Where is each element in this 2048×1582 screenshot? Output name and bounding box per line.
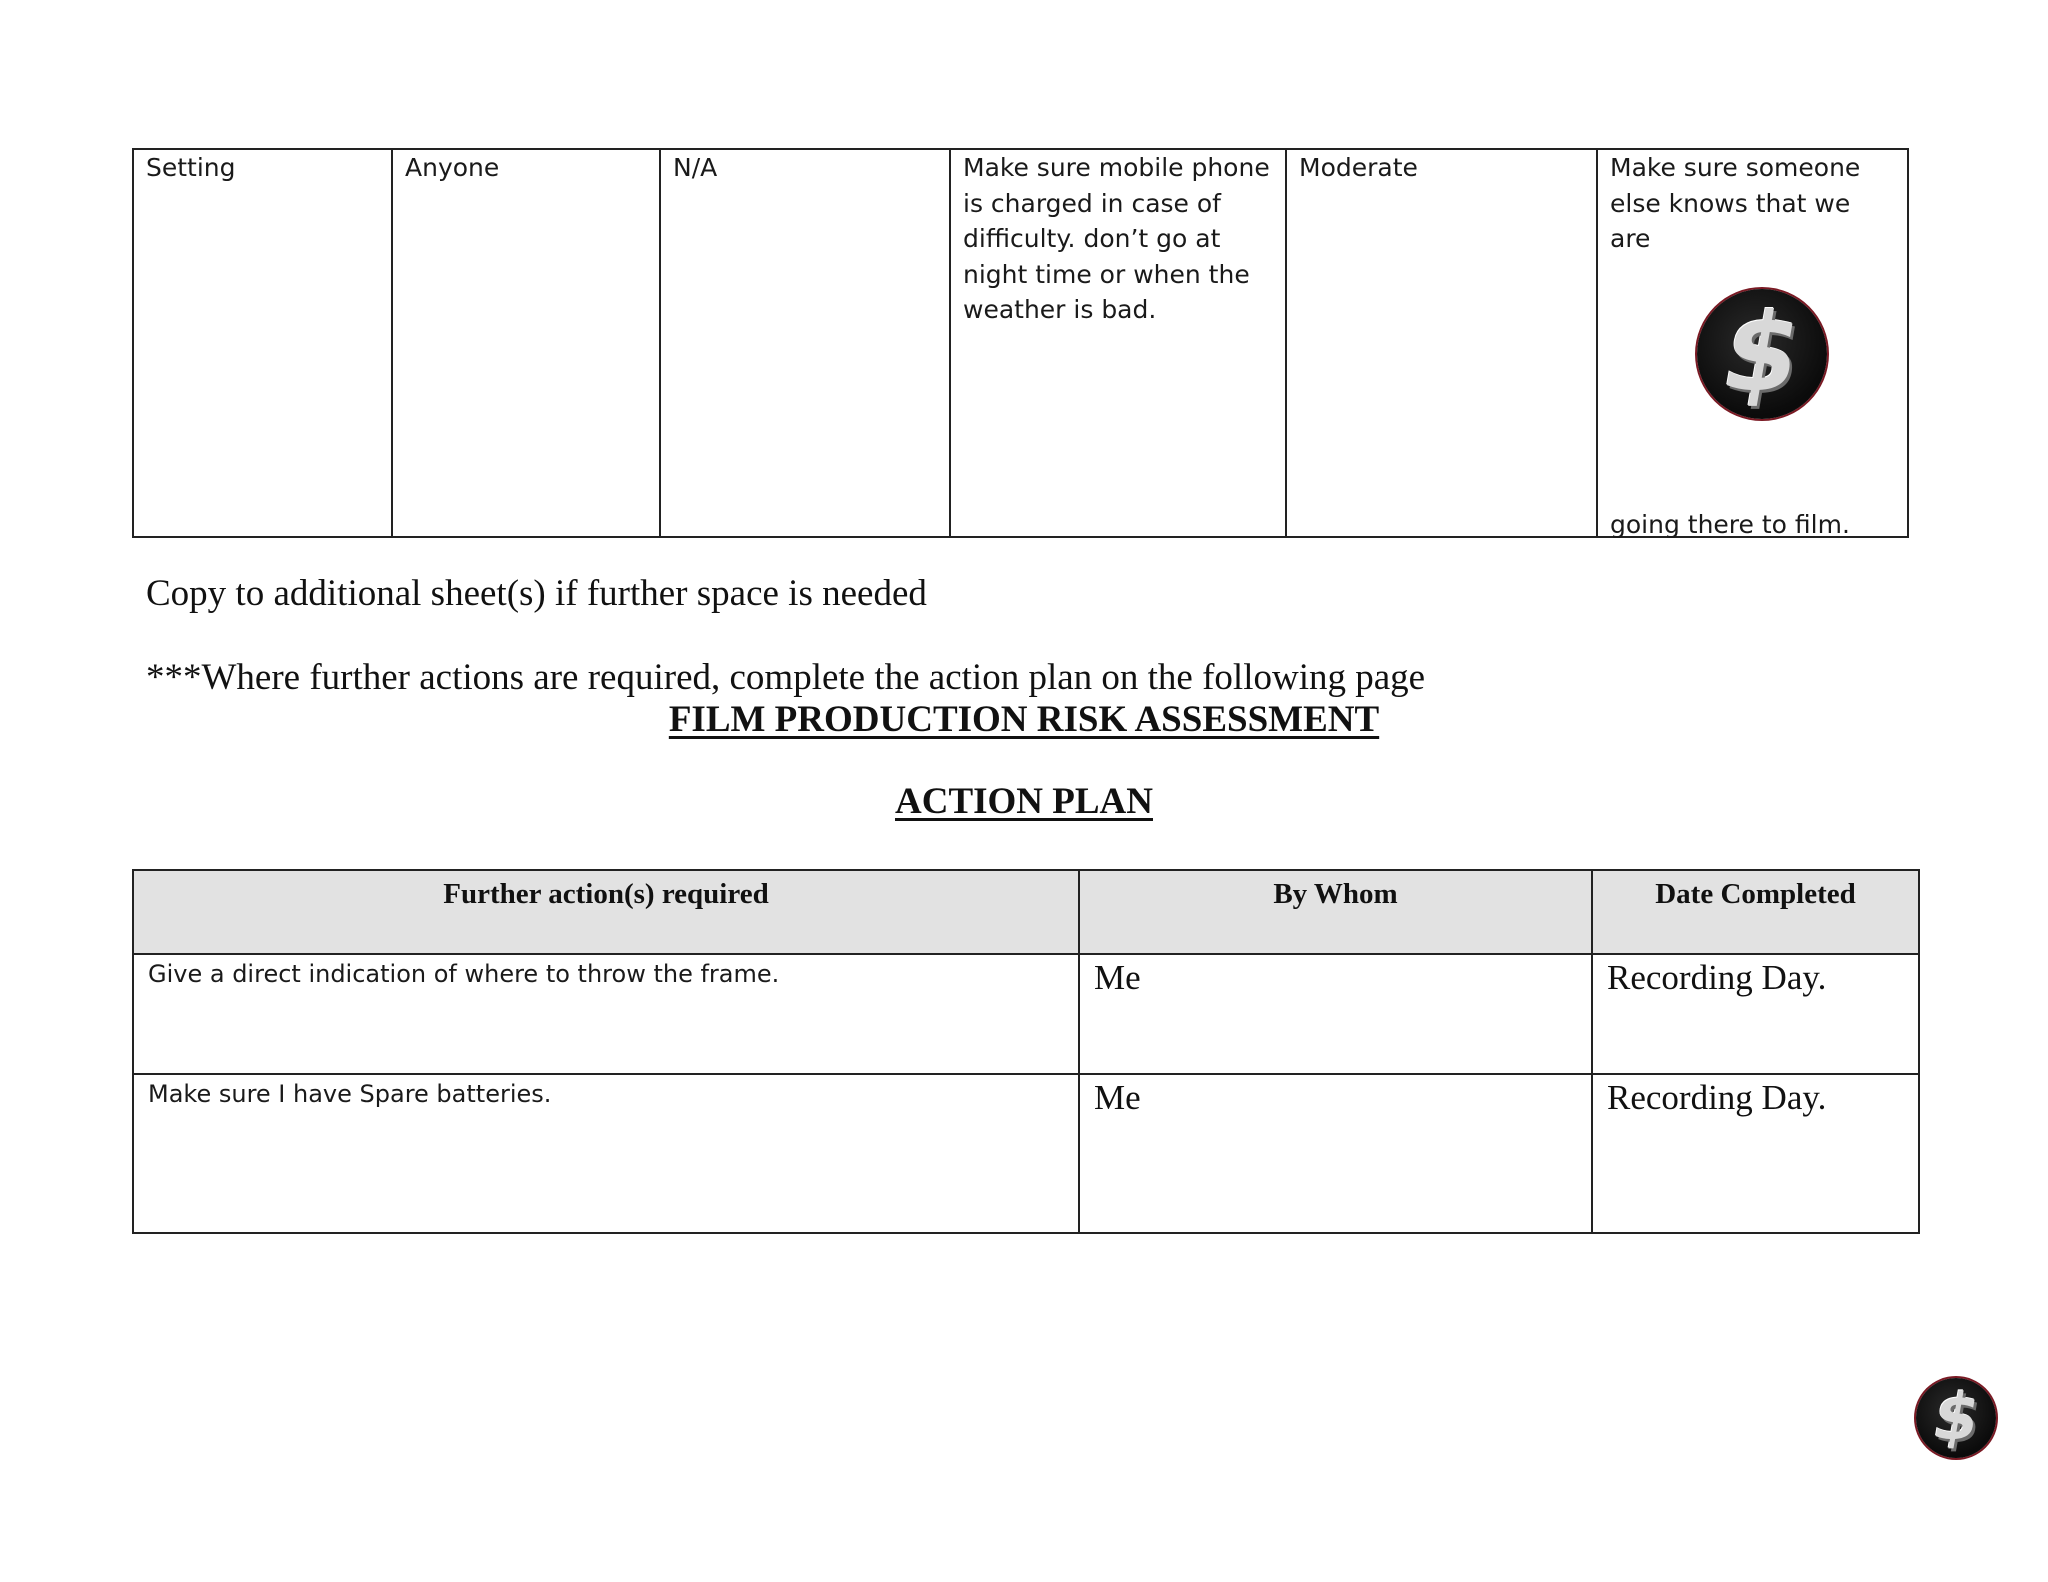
precautions-cell	[950, 149, 1286, 537]
who-at-risk-cell	[392, 149, 660, 537]
dollar-sign-glyph: $	[1927, 1381, 1985, 1455]
risk-level-cell	[1286, 149, 1597, 537]
further-action-top-text: Make sure someone else knows that we are	[1610, 153, 1861, 253]
header-by-whom: By Whom	[1079, 870, 1592, 954]
precautions-text: Make sure mobile phone is charged in case of difficulty. don’t go at night time or when the weather is bad.	[963, 153, 1270, 324]
table-row	[133, 149, 1908, 537]
who-at-risk-text: Anyone	[405, 153, 500, 182]
by-whom-text: Me	[1094, 1078, 1141, 1117]
action-plan-table	[132, 869, 1920, 1234]
by-whom-cell	[1079, 954, 1592, 1074]
page-title	[0, 698, 2048, 741]
date-completed-text: Recording Day.	[1607, 958, 1827, 997]
date-completed-cell	[1592, 954, 1919, 1074]
action-cell	[133, 954, 1079, 1074]
hazard-cell	[133, 149, 392, 537]
existing-controls-text: N/A	[673, 153, 718, 182]
copy-sheet-note: Copy to additional sheet(s) if further space is needed	[146, 573, 927, 614]
section-title-text: ACTION PLAN	[895, 781, 1153, 822]
date-completed-text: Recording Day.	[1607, 1078, 1827, 1117]
action-text: Make sure I have Spare batteries.	[148, 1080, 552, 1108]
page-title-text: FILM PRODUCTION RISK ASSESSMENT	[668, 699, 1380, 740]
table-row	[133, 954, 1919, 1074]
further-action-cell	[1597, 149, 1908, 537]
action-text: Give a direct indication of where to throw the frame.	[148, 960, 780, 988]
further-action-bottom-text: going there to film.	[1610, 509, 1850, 539]
existing-controls-cell	[660, 149, 950, 537]
action-plan-note: ***Where further actions are required, complete the action plan on the following page	[146, 657, 1426, 698]
action-cell	[133, 1074, 1079, 1233]
risk-level-text: Moderate	[1299, 153, 1418, 182]
date-completed-cell	[1592, 1074, 1919, 1233]
hazard-text: Setting	[146, 153, 236, 182]
table-header-row	[133, 870, 1919, 954]
dollar-sign-glyph: $	[1713, 291, 1811, 416]
by-whom-cell	[1079, 1074, 1592, 1233]
by-whom-text: Me	[1094, 958, 1141, 997]
dollar-coin-icon	[1916, 1378, 1996, 1458]
risk-assessment-table	[132, 148, 1909, 538]
header-date-completed: Date Completed	[1592, 870, 1919, 954]
header-further-actions: Further action(s) required	[133, 870, 1079, 954]
dollar-coin-icon	[1697, 289, 1827, 419]
table-row	[133, 1074, 1919, 1233]
section-title	[0, 780, 2048, 823]
